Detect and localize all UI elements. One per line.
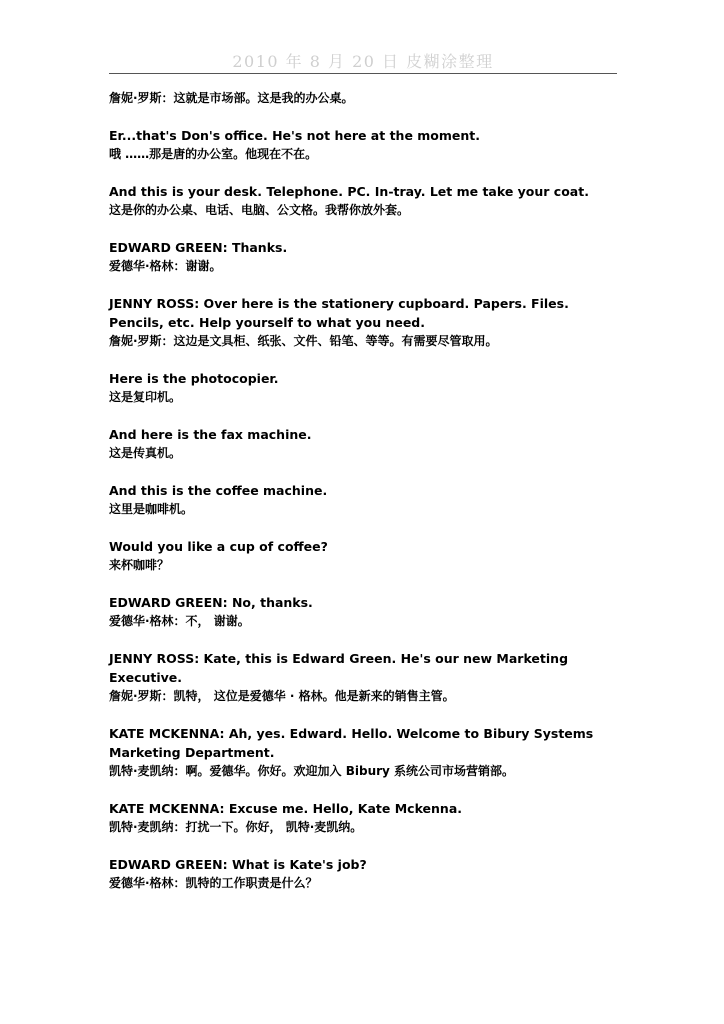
english-line: EDWARD GREEN: What is Kate's job? [109,857,367,872]
dialogue-paragraph [109,649,617,706]
english-line: And here is the fax machine. [109,427,312,442]
chinese-line: 凯特·麦凯纳：打扰一下。你好， 凯特·麦凯纳。 [109,820,363,834]
chinese-line: 这是复印机。 [109,390,182,404]
english-line: JENNY ROSS: Over here is the stationery cupboard. Papers. Files. Pencils, etc. Help yourself to what you need. [109,296,569,330]
dialogue-paragraph [109,799,617,837]
dialogue-paragraph [109,593,617,631]
dialogue-paragraph [109,855,617,893]
english-line: And this is your desk. Telephone. PC. In-tray. Let me take your coat. [109,184,589,199]
dialogue-paragraph [109,294,617,351]
chinese-line: 凯特·麦凯纳：啊。爱德华。你好。欢迎加入 Bibury 系统公司市场营销部。 [109,764,515,778]
dialogue-paragraph [109,425,617,463]
page-header: 2010 年 8 月 20 日 皮糊涂整理 [232,52,494,71]
english-line: Would you like a cup of coffee? [109,539,328,554]
chinese-line: 爱德华·格林：不， 谢谢。 [109,614,250,628]
english-line: And this is the coffee machine. [109,483,328,498]
chinese-line: 哦 ……那是唐的办公室。他现在不在。 [109,147,318,161]
chinese-line: 来杯咖啡？ [109,558,170,572]
english-line: KATE MCKENNA: Excuse me. Hello, Kate Mckenna. [109,801,463,816]
header-divider [109,73,617,74]
chinese-line: 爱德华·格林：谢谢。 [109,259,222,273]
dialogue-paragraph [109,369,617,407]
dialogue-paragraph [109,537,617,575]
chinese-line: 詹妮·罗斯：这边是文具柜、纸张、文件、铅笔、等等。有需要尽管取用。 [109,334,498,348]
english-line: KATE MCKENNA: Ah, yes. Edward. Hello. Welcome to Bibury Systems Marketing Department. [109,726,594,760]
english-line: EDWARD GREEN: Thanks. [109,240,288,255]
dialogue-paragraph [109,238,617,276]
english-line: EDWARD GREEN: No, thanks. [109,595,313,610]
english-line: Er...that's Don's office. He's not here at the moment. [109,128,481,143]
english-line: JENNY ROSS: Kate, this is Edward Green. He's our new Marketing Executive. [109,651,569,685]
document-body [109,89,617,911]
chinese-line: 詹妮·罗斯：凯特， 这位是爱德华 · 格林。他是新来的销售主管。 [109,689,455,703]
chinese-line: 这是传真机。 [109,446,182,460]
chinese-line: 爱德华·格林：凯特的工作职责是什么？ [109,876,318,890]
chinese-line: 这里是咖啡机。 [109,502,194,516]
chinese-line: 这是你的办公桌、电话、电脑、公文格。我帮你放外套。 [109,203,410,217]
intro-line: 詹妮·罗斯：这就是市场部。这是我的办公桌。 [109,91,354,105]
dialogue-paragraph [109,182,617,220]
english-line: Here is the photocopier. [109,371,279,386]
dialogue-paragraph [109,126,617,164]
dialogue-paragraph [109,724,617,781]
dialogue-paragraph [109,481,617,519]
